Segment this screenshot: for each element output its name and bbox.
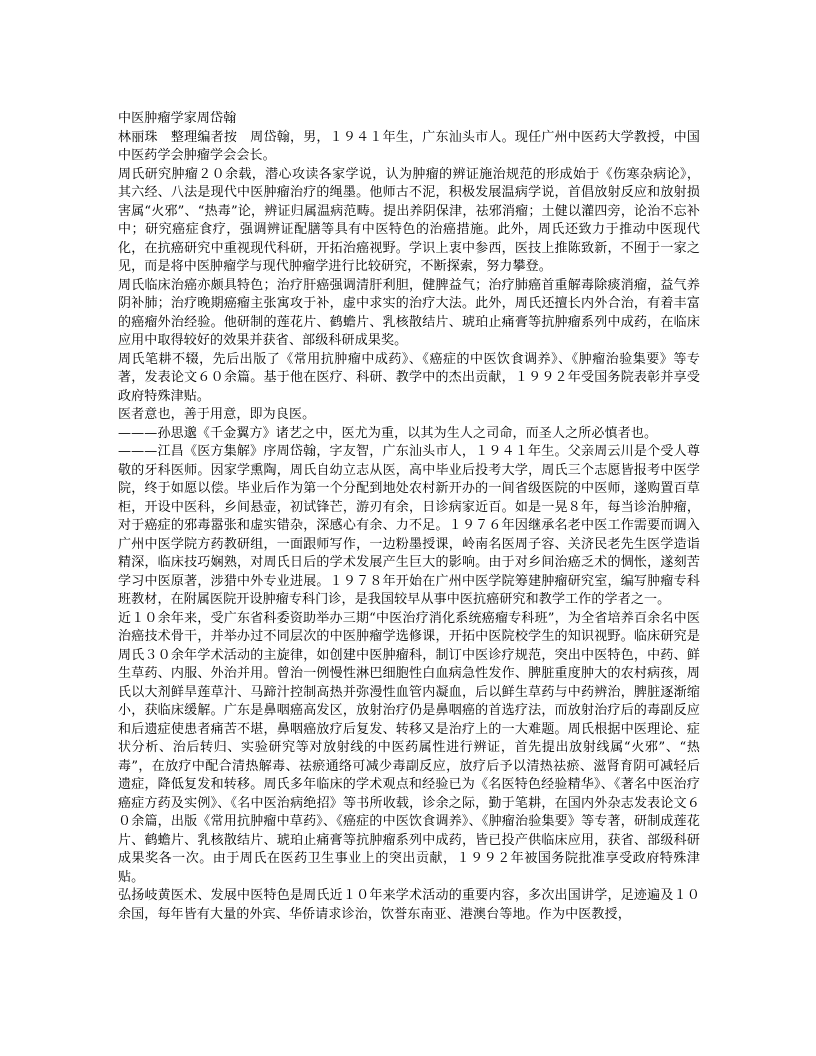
paragraph-publications: 周氏笔耕不辍，先后出版了《常用抗肿瘤中成药》、《癌症的中医饮食调养》、《肿瘤治验集要》等专著，发表论文６０余篇。基于他在医疗、科研、教学中的杰出贡献，１９９２年受国务院表彰并享受政府特殊津贴。: [118, 351, 700, 404]
paragraph-promotion: 弘扬岐黄医术、发展中医特色是周氏近１０年来学术活动的重要内容，多次出国讲学，足迹遍及１０余国，每年皆有大量的外宾、华侨请求诊治，饮誉东南亚、港澳台等地。作为中医教授，: [118, 888, 700, 922]
paragraph-quote-source-1: ———孙思邈《千金翼方》诸艺之中，医尤为重，以其为生人之司命，而圣人之所必慎者也。: [118, 425, 658, 441]
paragraph-intro: 林丽珠 整理编者按 周岱翰，男，１９４１年生，广东汕头市人。现任广州中医药大学教授，中国中医药学会肿瘤学会会长。: [118, 129, 700, 163]
document-title: 中医肿瘤学家周岱翰: [118, 111, 237, 126]
document-page: [118, 110, 700, 924]
paragraph-biography: ———江昌《医方集解》序周岱翰，字友智，广东汕头市人，１９４１年生。父亲周云川是个受人尊敬的牙科医师。因家学熏陶，周氏自幼立志从医，高中毕业后投考大学，周氏三个志愿皆报考中医学院，终于如愿以偿。毕业后作为第一个分配到地处农村新开办的一间省级医院的中医师，遂购置百草柜，开设中医科，乡间悬壶，初试锋芒，游刃有余，日诊病家近百。如是一晃８年，每当诊治肿瘤，对于癌症的邪毒嚣张和虚实错杂，深感心有余、力不足。１９７６年因继承名老中医工作需要而调入广州中医学院方药教研组，一面跟师写作，一边粉墨授课，岭南名医周子容、关济民老先生医学造诣精深，临床技巧娴熟，对周氏日后的学术发展产生巨大的影响。由于对乡间治癌乏术的惆怅，遂刻苦学习中医原著，涉猎中外专业进展。１９７８年开始在广州中医学院筹建肿瘤研究室，编写肿瘤专科班教材，在附属医院开设肿瘤专科门诊，是我国较早从事中医抗癌研究和教学工作的学者之一。: [118, 444, 700, 607]
paragraph-clinical: 周氏临床治癌亦颇具特色；治疗肝癌强调清肝利胆，健脾益气；治疗肺癌首重解毒除痰消瘤，益气养阴补肺；治疗晚期癌瘤主张寓攻于补，虚中求实的治疗大法。此外，周氏还擅长内外合治，有着丰富的癌瘤外治经验。他研制的莲花片、鹤蟾片、乳核散结片、琥珀止痛膏等抗肿瘤系列中成药，在临床应用中取得较好的效果并获省、部级科研成果奖。: [118, 277, 700, 348]
paragraph-quote: 医者意也，善于用意，即为良医。: [118, 407, 316, 422]
paragraph-research: 周氏研究肿瘤２０余载，潜心攻读各家学说，认为肿瘤的辨证施治规范的形成始于《伤寒杂病论》，其六经、八法是现代中医肿瘤治疗的绳墨。他师古不泥，积极发展温病学说，首倡放射反应和放射损害属“火邪”、“热毒”论，辨证归属温病范畴。提出养阴保津，祛邪消瘤；土健以灌四旁，论治不忘补中；研究癌症食疗，强调辨证配膳等具有中医特色的治癌措施。此外，周氏还致力于推动中医现代化，在抗癌研究中重视现代科研，开拓治癌视野。学识上衷中参西，医技上推陈致新，不囿于一家之见，而是将中医肿瘤学与现代肿瘤学进行比较研究，不断探索，努力攀登。: [118, 166, 700, 274]
paragraph-recent-work: 近１０余年来，受广东省科委资助举办三期“中医治疗消化系统癌瘤专科班”，为全省培养百余名中医治癌技术骨干，并举办过不同层次的中医肿瘤学选修课，开拓中医院校学生的知识视野。临床研究是周氏３０余年学术活动的主旋律，如创建中医肿瘤科，制订中医诊疗规范，突出中医特色，中药、鲜生草药、内服、外治并用。曾治一例慢性淋巴细胞性白血病急性发作、脾脏重度肿大的农村病孩，周氏以大剂鲜旱莲草汁、马蹄汁控制高热并弥漫性血管内凝血，后以鲜生草药与中药辨治，脾脏逐渐缩小，获临床缓解。广东是鼻咽癌高发区，放射治疗仍是鼻咽癌的首选疗法，而放射治疗后的毒副反应和后遗症使患者痛苦不堪，鼻咽癌放疗后复发、转移又是治疗上的一大难题。周氏根据中医理论、症状分析、治后转归、实验研究等对放射线的中医药属性进行辨证，首先提出放射线属“火邪”、“热毒”，在放疗中配合清热解毒、祛瘀通络可减少毒副反应，放疗后予以清热祛瘀、滋肾育阴可减轻后遗症，降低复发和转移。周氏多年临床的学术观点和经验已为《名医特色经验精华》、《著名中医治疗癌症方药及实例》、《名中医治病绝招》等书所收载，诊余之际，勤于笔耕，在国内外杂志发表论文６０余篇，出版《常用抗肿瘤中草药》、《癌症的中医饮食调养》、《肿瘤治验集要》等专著，研制成莲花片、鹤蟾片、乳核散结片、琥珀止痛膏等抗肿瘤系列中成药，皆已投产供临床应用，获省、部级科研成果奖各一次。由于周氏在医药卫生事业上的突出贡献，１９９２年被国务院批准享受政府特殊津贴。: [118, 610, 700, 885]
